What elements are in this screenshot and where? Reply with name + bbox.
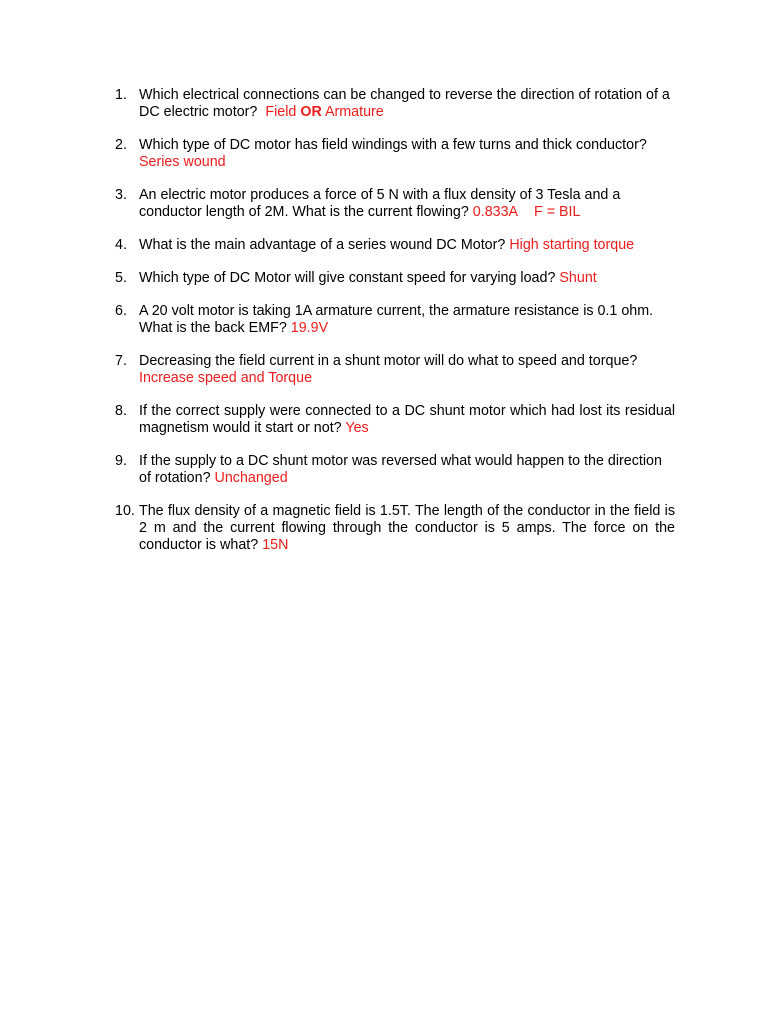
question-item-4 [115, 237, 675, 254]
question-text: Which type of DC motor has field windings with a few turns and thick conductor? [139, 137, 647, 153]
answer-part1: Field [265, 104, 297, 120]
question-item-8 [115, 403, 675, 437]
answer-text: 19.9V [290, 320, 329, 336]
question-number: 3. [115, 187, 127, 203]
question-text: If the supply to a DC shunt motor was reversed what would happen to the direction of rotation? [139, 453, 662, 486]
question-number: 5. [115, 270, 127, 286]
question-item-5 [115, 270, 675, 287]
question-item-10 [115, 503, 675, 554]
question-text: A 20 volt motor is taking 1A armature current, the armature resistance is 0.1 ohm. What is the back EMF? [139, 303, 654, 336]
question-number: 1. [115, 87, 127, 103]
answer-text: Shunt [559, 270, 597, 286]
question-number: 2. [115, 137, 127, 153]
answer-text: 15N [262, 537, 289, 553]
question-text: An electric motor produces a force of 5 N with a flux density of 3 Tesla and a conductor length of 2M. What is the current flowing? [139, 187, 621, 220]
question-number: 10. [115, 503, 135, 519]
answer-text: High starting torque [509, 237, 635, 253]
answer-text: Series wound [139, 154, 226, 170]
question-item-1 [115, 87, 675, 121]
question-number: 4. [115, 237, 127, 253]
question-number: 6. [115, 303, 127, 319]
question-text: The flux density of a magnetic field is 1.5T. The length of the conductor in the field is 2 m and the current flowing through the conductor is 5 amps. The force on the conductor is what? [139, 503, 675, 553]
question-number: 8. [115, 403, 127, 419]
question-item-3 [115, 187, 675, 221]
question-item-7 [115, 353, 675, 387]
question-text: Which type of DC Motor will give constant speed for varying load? [139, 270, 556, 286]
question-text: Which electrical connections can be changed to reverse the direction of rotation of a DC electric motor? [139, 87, 670, 120]
formula-text: F = BIL [534, 204, 581, 220]
question-number: 9. [115, 453, 127, 469]
answer-part2: Armature [324, 104, 384, 120]
question-text: What is the main advantage of a series wound DC Motor? [139, 237, 506, 253]
answer-text: Yes [345, 420, 369, 436]
answer-text: 0.833A [472, 204, 519, 220]
question-list [115, 87, 675, 570]
question-item-9 [115, 453, 675, 487]
answer-text: Unchanged [214, 470, 288, 486]
question-text: If the correct supply were connected to a DC shunt motor which had lost its residual magnetism would it start or not? [139, 403, 675, 436]
question-text: Decreasing the field current in a shunt motor will do what to speed and torque? [139, 353, 638, 369]
answer-or: OR [300, 104, 322, 120]
question-number: 7. [115, 353, 127, 369]
question-item-6 [115, 303, 675, 337]
question-item-2 [115, 137, 675, 171]
answer-text: Increase speed and Torque [139, 370, 313, 386]
